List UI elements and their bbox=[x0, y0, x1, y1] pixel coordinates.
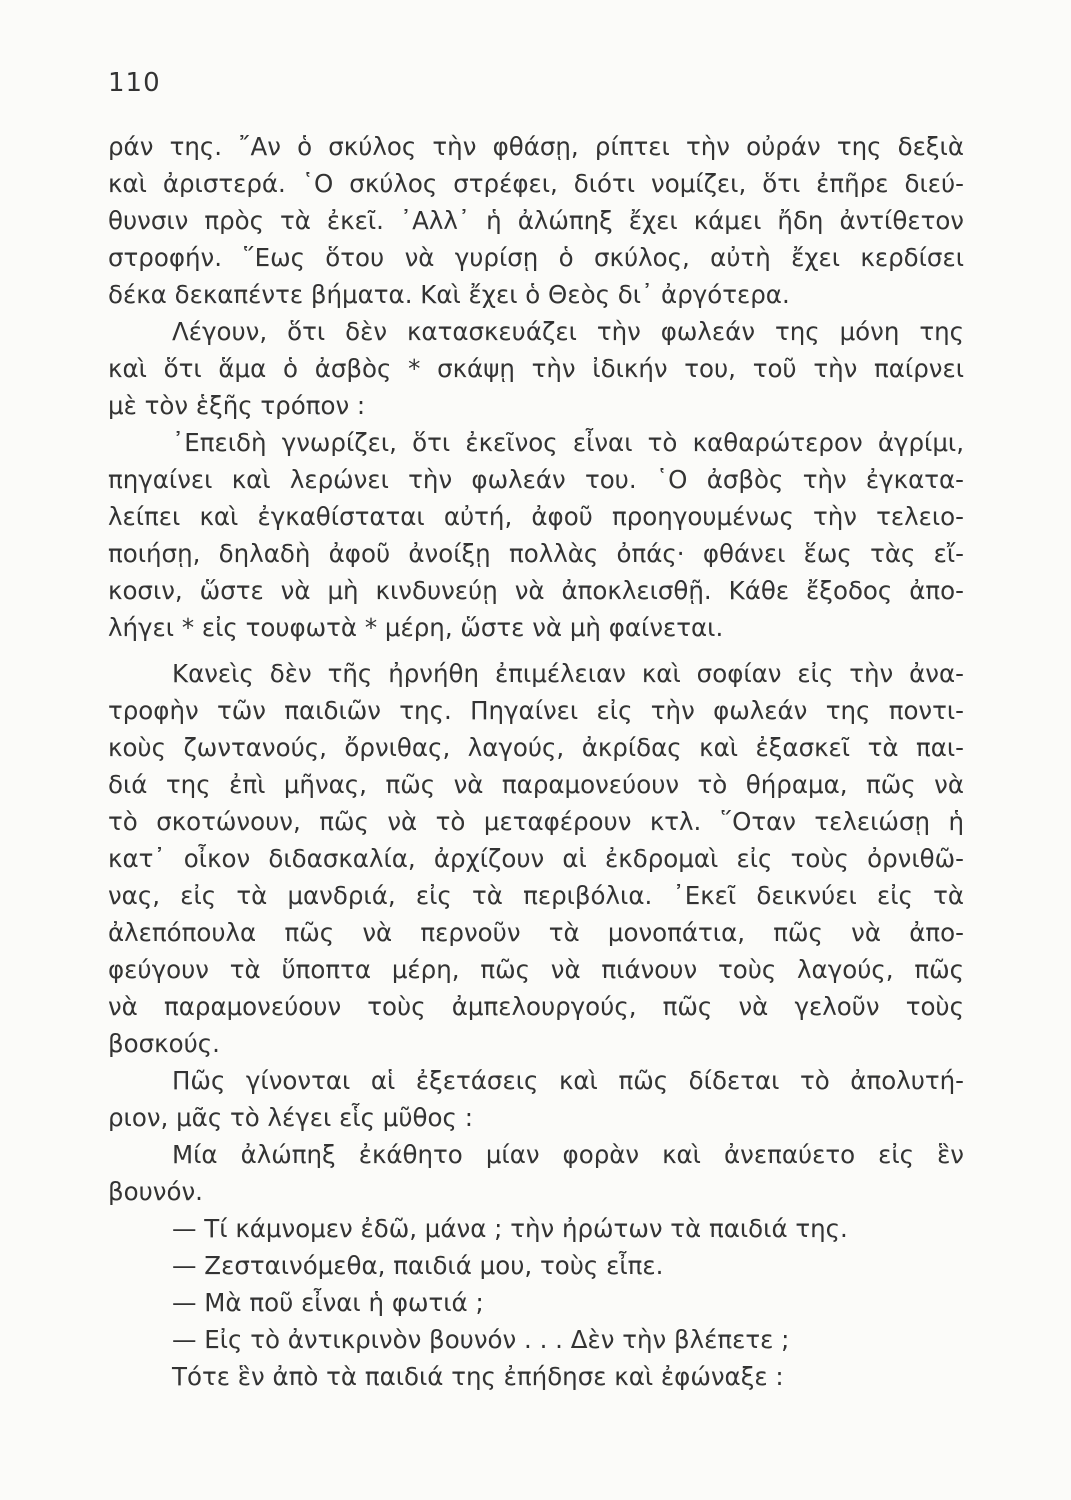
text-line: Πῶς γίνονται αἱ ἐξετάσεις καὶ πῶς δίδεται τὸ ἀπολυτή- bbox=[172, 1066, 964, 1095]
text-line: λήγει * εἰς τουφωτὰ * μέρη, ὥστε νὰ μὴ φαίνεται. bbox=[108, 613, 724, 642]
text-line: Λέγουν, ὅτι δὲν κατασκευάζει τὴν φωλεάν της μόνη της bbox=[172, 317, 964, 346]
text-line: βοσκούς. bbox=[108, 1029, 220, 1058]
text-line: — Τί κάμνομεν ἐδῶ, μάνα ; τὴν ἠρώτων τὰ παιδιά της. bbox=[172, 1214, 848, 1243]
text-line: βουνόν. bbox=[108, 1177, 203, 1206]
text-block-1 bbox=[108, 128, 964, 646]
text-line: νας, εἰς τὰ μανδριά, εἰς τὰ περιβόλια. ᾿Εκεῖ δεικνύει εἰς τὰ bbox=[108, 881, 964, 910]
text-line: τροφὴν τῶν παιδιῶν της. Πηγαίνει εἰς τὴν φωλεάν της ποντι- bbox=[108, 696, 964, 725]
text-line: φεύγουν τὰ ὕποπτα μέρη, πῶς νὰ πιάνουν τοὺς λαγούς, πῶς bbox=[108, 955, 964, 984]
text-line: ποιήσῃ, δηλαδὴ ἀφοῦ ἀνοίξῃ πολλὰς ὀπάς· φθάνει ἕως τὰς εἴ- bbox=[108, 539, 964, 568]
text-line: τὸ σκοτώνουν, πῶς νὰ τὸ μεταφέρουν κτλ. ῞Οταν τελειώσῃ ἡ bbox=[108, 807, 964, 836]
page-number: 110 bbox=[108, 68, 161, 98]
text-line: μὲ τὸν ἑξῆς τρόπον : bbox=[108, 391, 366, 420]
text-line: πηγαίνει καὶ λερώνει τὴν φωλεάν του. ῾Ο ἀσβὸς τὴν ἐγκατα- bbox=[108, 465, 964, 494]
text-line: ᾿Επειδὴ γνωρίζει, ὅτι ἐκεῖνος εἶναι τὸ καθαρώτερον ἀγρίμι, bbox=[172, 428, 964, 457]
text-line: — Μὰ ποῦ εἶναι ἡ φωτιά ; bbox=[172, 1288, 484, 1317]
text-line: στροφήν. ῞Εως ὅτου νὰ γυρίσῃ ὁ σκύλος, αὐτὴ ἔχει κερδίσει bbox=[108, 243, 964, 272]
text-block-2 bbox=[108, 655, 964, 1395]
text-line: κοὺς ζωντανούς, ὄρνιθας, λαγούς, ἀκρίδας καὶ ἐξασκεῖ τὰ παι- bbox=[108, 733, 964, 762]
text-line: — Ζεσταινόμεθα, παιδιά μου, τοὺς εἶπε. bbox=[172, 1251, 664, 1280]
text-line: καὶ ἀριστερά. ῾Ο σκύλος στρέφει, διότι νομίζει, ὅτι ἐπῆρε διεύ- bbox=[108, 169, 964, 198]
text-line: θυνσιν πρὸς τὰ ἐκεῖ. ᾿Αλλ᾿ ἡ ἀλώπηξ ἔχει κάμει ἤδη ἀντίθετον bbox=[108, 206, 964, 235]
text-line: ράν της. ῎Αν ὁ σκύλος τὴν φθάσῃ, ρίπτει τὴν οὐράν της δεξιὰ bbox=[108, 132, 964, 161]
text-line: Τότε ἓν ἀπὸ τὰ παιδιά της ἐπήδησε καὶ ἐφώναξε : bbox=[172, 1362, 784, 1391]
text-line: Κανεὶς δὲν τῆς ἠρνήθη ἐπιμέλειαν καὶ σοφίαν εἰς τὴν ἀνα- bbox=[172, 659, 964, 688]
text-line: καὶ ὅτι ἅμα ὁ ἀσβὸς * σκάψῃ τὴν ἰδικήν του, τοῦ τὴν παίρνει bbox=[108, 354, 964, 383]
text-line: κοσιν, ὥστε νὰ μὴ κινδυνεύῃ νὰ ἀποκλεισθῇ. Κάθε ἔξοδος ἀπο- bbox=[108, 576, 964, 605]
text-line: ριον, μᾶς τὸ λέγει εἷς μῦθος : bbox=[108, 1103, 473, 1132]
text-line: Μία ἀλώπηξ ἐκάθητο μίαν φορὰν καὶ ἀνεπαύετο εἰς ἓν bbox=[172, 1140, 964, 1169]
text-line: κατ᾿ οἶκον διδασκαλία, ἀρχίζουν αἱ ἐκδρομαὶ εἰς τοὺς ὀρνιθῶ- bbox=[108, 844, 964, 873]
text-line: λείπει καὶ ἐγκαθίσταται αὐτή, ἀφοῦ προηγουμένως τὴν τελειο- bbox=[108, 502, 964, 531]
text-line: ἀλεπόπουλα πῶς νὰ περνοῦν τὰ μονοπάτια, πῶς νὰ ἀπο- bbox=[108, 918, 964, 947]
text-line: διά της ἐπὶ μῆνας, πῶς νὰ παραμονεύουν τὸ θήραμα, πῶς νὰ bbox=[108, 770, 964, 799]
text-line: δέκα δεκαπέντε βήματα. Καὶ ἔχει ὁ Θεὸς δι᾿ ἀργότερα. bbox=[108, 280, 790, 309]
text-line: — Εἰς τὸ ἀντικρινὸν βουνόν . . . Δὲν τὴν βλέπετε ; bbox=[172, 1325, 790, 1354]
text-line: νὰ παραμονεύουν τοὺς ἀμπελουργούς, πῶς νὰ γελοῦν τοὺς bbox=[108, 992, 964, 1021]
